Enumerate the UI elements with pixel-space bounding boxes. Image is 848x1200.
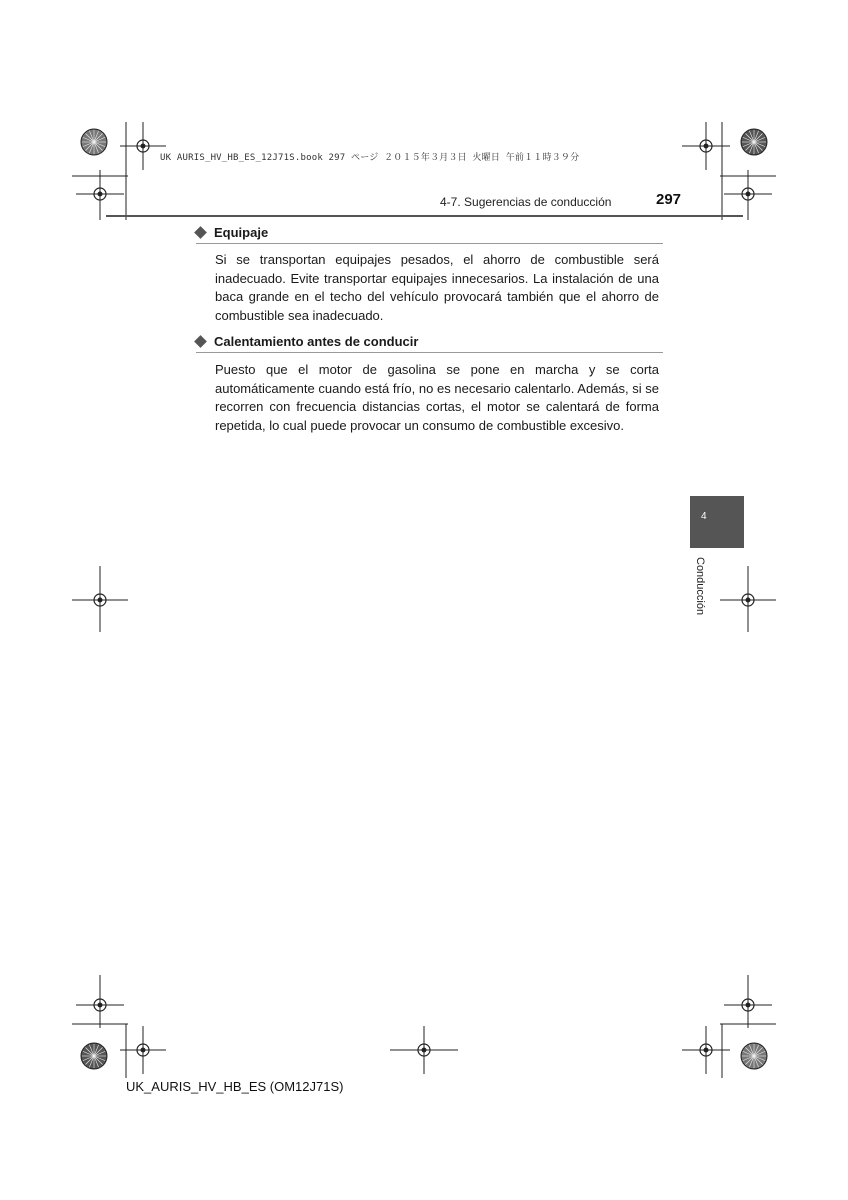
heading-equipaje [196, 225, 268, 240]
diamond-bullet-icon [194, 335, 207, 348]
section-title: 4-7. Sugerencias de conducción [440, 195, 612, 209]
heading-text: Calentamiento antes de conducir [214, 334, 419, 349]
diamond-bullet-icon [194, 226, 207, 239]
heading-calentamiento [196, 334, 418, 349]
page-number: 297 [656, 191, 682, 208]
paragraph-calentamiento: Puesto que el motor de gasolina se pone en marcha y se corta automáticamente cuando está frío, no es necesario calentarlo. Además, si se recorren con frecuencia distancias cortas, el motor se calentará de forma repetida, lo cual puede provocar un consumo de combustible excesivo. [215, 362, 659, 433]
paragraph-equipaje: Si se transportan equipajes pesados, el ahorro de combustible será inadecuado. Evite transportar equipajes innecesarios. La instalación de una baca grande en el techo del vehículo provocará también que el ahorro de combustible sea inadecuado. [215, 252, 659, 323]
heading-text: Equipaje [214, 225, 269, 240]
chapter-label-text: Conducción [694, 557, 706, 616]
chapter-label [686, 557, 726, 621]
print-info: UK AURIS_HV_HB_ES_12J71S.book 297 ページ ２０１５年３月３日 火曜日 午前１１時３９分 [160, 153, 580, 163]
chapter-tab [690, 496, 744, 548]
heading-rule [196, 352, 663, 353]
footer-code: UK_AURIS_HV_HB_ES (OM12J71S) [126, 1079, 344, 1094]
header-rule [106, 215, 743, 217]
chapter-number: 4 [701, 511, 707, 522]
heading-rule [196, 243, 663, 244]
